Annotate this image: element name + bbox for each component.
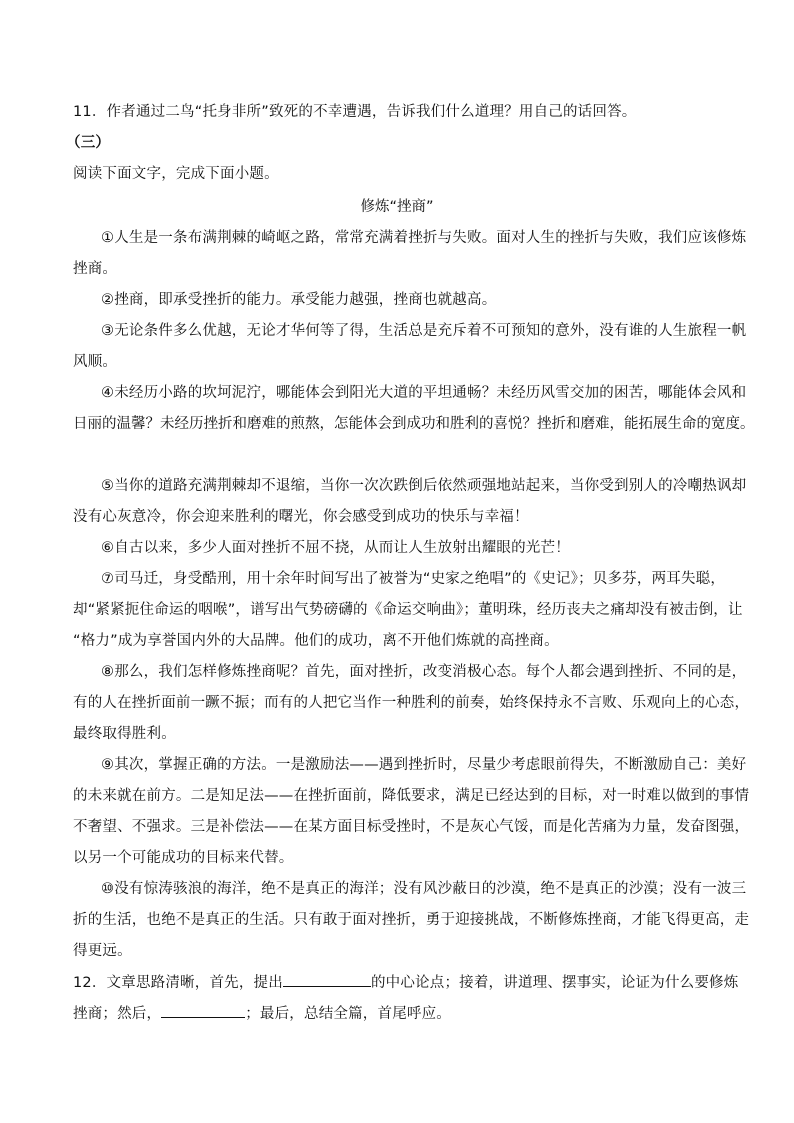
answer-blank-2[interactable] [161, 1003, 245, 1018]
paragraph-10-line-3: 得更远。 [73, 943, 132, 959]
paragraph-8-line-1: ⑧那么，我们怎样修炼挫商呢？首先，面对挫折，改变消极心态。每个人都会遇到挫折、不同的是， [101, 664, 747, 680]
question-11: 11．作者通过二鸟“托身非所”致死的不幸遭遇，告诉我们什么道理？用自己的话回答。 [73, 104, 637, 120]
paragraph-7-line-1: ⑦司马迁，身受酷刑，用十余年时间写出了被誉为“史家之绝唱”的《史记》；贝多芬，两耳失聪， [101, 571, 726, 587]
paragraph-8-line-2: 有的人在挫折面前一蹶不振；而有的人把它当作一种胜利的前奏，始终保持永不言败、乐观向上的心态， [73, 695, 750, 711]
question-12-text-3: 挫商；然后， [73, 1006, 162, 1022]
question-12-text-1: 12．文章思路清晰，首先，提出 [73, 975, 283, 991]
paragraph-1-line-1: ①人生是一条布满荆棘的崎岖之路，常常充满着挫折与失败。面对人生的挫折与失败，我们应该修炼 [101, 230, 747, 246]
paragraph-6: ⑥自古以来，多少人面对挫折不屈不挠，从而让人生放射出耀眼的光芒！ [101, 540, 570, 556]
paragraph-8-line-3: 最终取得胜利。 [73, 726, 176, 742]
reading-instruction: 阅读下面文字，完成下面小题。 [73, 166, 279, 182]
answer-blank-1[interactable] [283, 972, 371, 987]
paragraph-7-line-2: 却“紧紧扼住命运的咽喉”，谱写出气势磅礴的《命运交响曲》；董明珠，经历丧夫之痛却没有被击倒，让 [73, 602, 743, 618]
question-12-line-1 [73, 972, 739, 993]
paragraph-9-line-4: 以另一个可能成功的目标来代替。 [73, 850, 294, 866]
paragraph-7-line-3: “格力”成为享誉国内外的大品牌。他们的成功，离不开他们炼就的高挫商。 [73, 633, 559, 649]
section-label: （三） [66, 135, 111, 151]
paragraph-9-line-2: 的未来就在前方。二是知足法——在挫折面前，降低要求，满足已经达到的目标，对一时难以做到的事情 [73, 788, 750, 804]
question-12-text-4: ；最后，总结全篇，首尾呼应。 [245, 1006, 452, 1022]
paragraph-4-line-1: ④未经历小路的坎坷泥泞，哪能体会到阳光大道的平坦通畅？未经历风雪交加的困苦，哪能体会风和 [101, 385, 747, 401]
paragraph-5-line-1: ⑤当你的道路充满荆棘却不退缩，当你一次次跌倒后依然顽强地站起来，当你受到别人的冷嘲热讽却 [101, 478, 747, 494]
paragraph-2: ②挫商，即承受挫折的能力。承受能力越强，挫商也就越高。 [101, 292, 497, 308]
paragraph-9-line-1: ⑨其次，掌握正确的方法。一是激励法——遇到挫折时，尽量少考虑眼前得失，不断激励自己：美好 [101, 757, 747, 773]
paragraph-1-line-2: 挫商。 [73, 261, 118, 277]
paragraph-3-line-2: 风顺。 [73, 354, 118, 370]
paragraph-10-line-2: 折的生活，也绝不是真正的生活。只有敢于面对挫折，勇于迎接挑战，不断修炼挫商，才能飞得更高，走 [73, 912, 750, 928]
paragraph-10-line-1: ⑩没有惊涛骇浪的海洋，绝不是真正的海洋；没有风沙蔽日的沙漠，绝不是真正的沙漠；没有一波三 [101, 881, 747, 897]
paragraph-4-line-2: 日丽的温馨？未经历挫折和磨难的煎熬，怎能体会到成功和胜利的喜悦？挫折和磨难，能拓展生命的宽度。 [73, 416, 755, 432]
paragraph-3-line-1: ③无论条件多么优越，无论才华何等了得，生活总是充斥着不可预知的意外，没有谁的人生旅程一帆 [101, 323, 747, 339]
question-12-text-2: 的中心论点；接着，讲道理、摆事实，论证为什么要修炼 [370, 975, 739, 991]
question-12-line-2 [73, 1003, 733, 1024]
article-title: 修炼“挫商” [360, 199, 434, 215]
paragraph-5-line-2: 没有心灰意冷，你会迎来胜利的曙光，你会感受到成功的快乐与幸福！ [73, 509, 529, 525]
paragraph-9-line-3: 不奢望、不强求。三是补偿法——在某方面目标受挫时，不是灰心气馁，而是化苦痛为力量，发奋图强， [73, 819, 750, 835]
